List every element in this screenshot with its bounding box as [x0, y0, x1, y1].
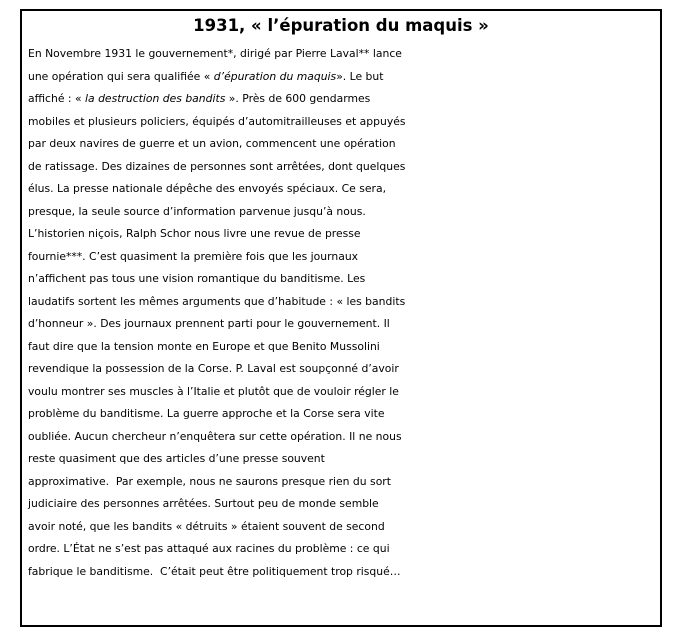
text-line [28, 88, 658, 111]
text-segment: ». Le but [336, 69, 384, 83]
text-line [28, 448, 658, 471]
text-segment: par deux navires de guerre et un avion, commencent une opération [28, 137, 396, 150]
text-line [28, 516, 658, 539]
text-segment: élus. La presse nationale dépêche des envoyés spéciaux. Ce sera, [28, 182, 386, 195]
text-line [28, 358, 658, 381]
text-segment: reste quasiment que des articles d’une presse souvent [28, 452, 325, 465]
text-segment: revendique la possession de la Corse. P. Laval est soupçonné d’avoir [28, 362, 399, 375]
text-segment: fabrique le banditisme. C’était peut être politiquement trop risqué… [28, 564, 401, 578]
italic-quote: la destruction des bandits [85, 92, 226, 105]
text-segment: judiciaire des personnes arrêtées. Surtout peu de monde semble [28, 497, 379, 510]
text-box-frame [20, 9, 662, 627]
text-line [28, 43, 658, 66]
text-line [28, 111, 658, 134]
text-line [28, 493, 658, 516]
text-line [28, 336, 658, 359]
text-line [28, 201, 658, 224]
text-line [28, 223, 658, 246]
text-segment: approximative. Par exemple, nous ne saurons presque rien du sort [28, 474, 391, 488]
text-line [28, 291, 658, 314]
text-line [28, 561, 658, 584]
text-segment: laudatifs sortent les mêmes arguments que d’habitude : « les bandits [28, 294, 406, 308]
text-segment: voulu montrer ses muscles à l’Italie et plutôt que de vouloir régler le [28, 384, 399, 398]
text-line [28, 313, 658, 336]
text-segment: L’historien niçois, Ralph Schor nous livre une revue de presse [28, 227, 361, 240]
text-line [28, 403, 658, 426]
text-segment: fournie***. C’est quasiment la première fois que les journaux [28, 249, 359, 263]
text-segment: problème du banditisme. La guerre approche et la Corse sera vite [28, 407, 385, 420]
text-segment: ordre. L’État ne s’est pas attaqué aux racines du problème : ce qui [28, 542, 390, 555]
text-segment: faut dire que la tension monte en Europe et que Benito Mussolini [28, 339, 380, 353]
text-segment: d’honneur ». Des journaux prennent parti pour le gouvernement. Il [28, 317, 390, 330]
text-segment: En Novembre 1931 le gouvernement*, dirigé par Pierre Laval** lance [28, 47, 402, 60]
text-line [28, 178, 658, 201]
text-line [28, 426, 658, 449]
text-line [28, 133, 658, 156]
text-segment: presque, la seule source d’information parvenue jusqu’à nous. [28, 204, 366, 218]
text-line [28, 471, 658, 494]
text-segment: une opération qui sera qualifiée « [28, 69, 214, 83]
text-line [28, 246, 658, 269]
body-text [28, 43, 658, 583]
text-segment: affiché : « [28, 92, 86, 105]
text-segment: de ratissage. Des dizaines de personnes sont arrêtées, dont quelques [28, 159, 406, 173]
text-segment: avoir noté, que les bandits « détruits » étaient souvent de second [28, 519, 385, 533]
text-segment: n’affichent pas tous une vision romantique du banditisme. Les [28, 272, 366, 285]
text-line [28, 156, 658, 179]
text-segment: mobiles et plusieurs policiers, équipés d’automitrailleuses et appuyés [28, 114, 406, 128]
text-line [28, 66, 658, 89]
text-segment: ». Près de 600 gendarmes [225, 92, 371, 105]
text-line [28, 268, 658, 291]
text-line [28, 538, 658, 561]
document-title: 1931, « l’épuration du maquis » [193, 16, 489, 35]
text-segment: oubliée. Aucun chercheur n’enquêtera sur cette opération. Il ne nous [28, 429, 402, 443]
text-line [28, 381, 658, 404]
italic-quote: d’épuration du maquis [213, 69, 337, 83]
